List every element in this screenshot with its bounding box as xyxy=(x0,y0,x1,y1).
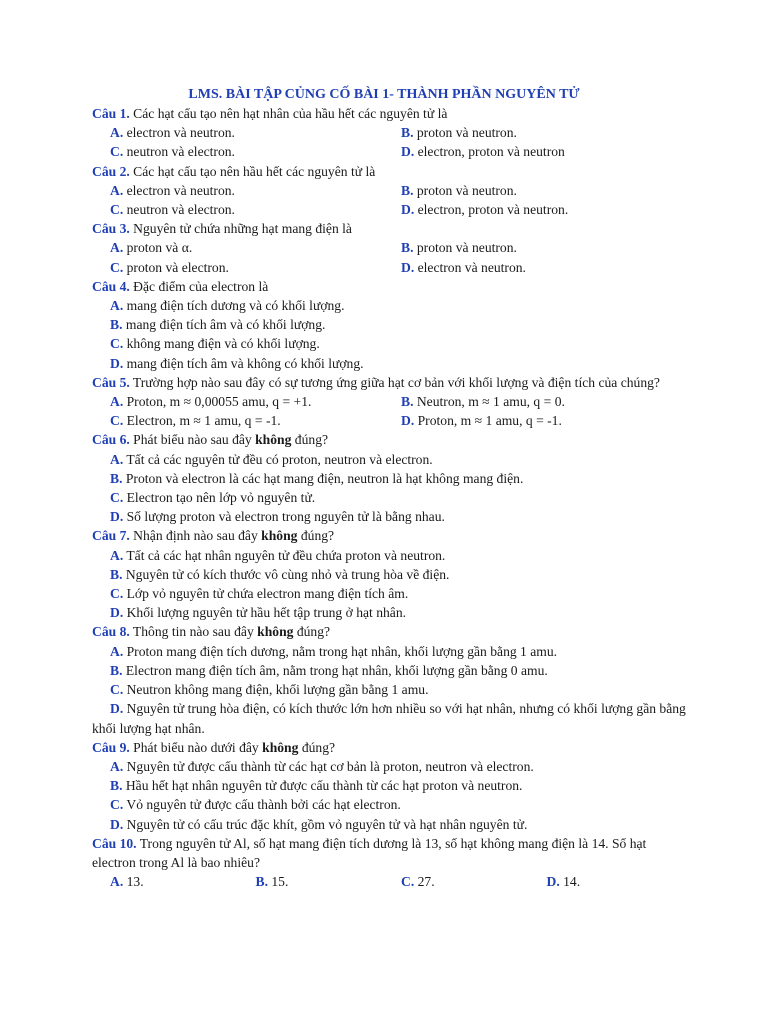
option-row xyxy=(92,123,692,142)
option-text: 14. xyxy=(559,874,581,890)
option-text: Nguyên tử có cấu trúc đặc khít, gồm vỏ nguyên tử và hạt nhân nguyên tử. xyxy=(123,816,528,832)
question-8 xyxy=(92,622,692,737)
question-stem xyxy=(92,430,692,449)
option-text: Số lượng proton và electron trong nguyên tử là bằng nhau. xyxy=(123,509,445,525)
option-letter: A. xyxy=(110,394,124,410)
option-row xyxy=(92,142,692,161)
page-title: LMS. BÀI TẬP CỦNG CỐ BÀI 1- THÀNH PHẦN NGUYÊN TỬ xyxy=(188,87,580,102)
option-letter: B. xyxy=(110,566,123,582)
option-letter: B. xyxy=(110,317,123,333)
question-label: Câu 2. xyxy=(92,163,130,179)
question-emphasis: không xyxy=(261,528,298,544)
question-text: Các hạt cấu tạo nên hầu hết các nguyên tử là xyxy=(129,163,376,179)
option-d[interactable] xyxy=(110,603,692,622)
option-letter: C. xyxy=(110,336,124,352)
question-stem xyxy=(92,622,692,641)
option-text: electron và neutron. xyxy=(123,125,235,141)
question-text: Phát biểu nào sau đây xyxy=(129,432,256,448)
question-label: Câu 6. xyxy=(92,432,130,448)
option-d[interactable] xyxy=(547,872,693,891)
option-text: mang điện tích âm và không có khối lượng. xyxy=(123,355,364,371)
question-stem xyxy=(92,104,692,123)
option-row xyxy=(92,258,692,277)
option-letter: B. xyxy=(401,182,414,198)
option-c[interactable] xyxy=(110,334,692,353)
option-text: proton và neutron. xyxy=(413,125,517,141)
question-stem xyxy=(92,834,692,872)
option-a[interactable] xyxy=(110,238,401,257)
option-c[interactable] xyxy=(110,795,692,814)
question-text: Trong nguyên tử Al, số hạt mang điện tích dương là 13, số hạt không mang điện là 14. Số hạt electron trong Al là bao nhiêu? xyxy=(92,835,647,870)
question-3 xyxy=(92,219,692,277)
question-label: Câu 10. xyxy=(92,835,137,851)
option-letter: A. xyxy=(110,182,124,198)
option-letter: A. xyxy=(110,547,124,563)
option-letter: D. xyxy=(110,355,124,371)
question-text-end: đúng? xyxy=(291,432,329,448)
option-b[interactable] xyxy=(401,238,692,257)
option-b[interactable] xyxy=(110,776,692,795)
option-text: electron, proton và neutron xyxy=(414,144,565,160)
option-b[interactable] xyxy=(110,469,692,488)
option-letter: D. xyxy=(401,413,415,429)
option-text: proton và neutron. xyxy=(413,182,517,198)
option-b[interactable] xyxy=(110,661,692,680)
question-text-end: đúng? xyxy=(298,739,336,755)
question-stem xyxy=(92,738,692,757)
option-a[interactable] xyxy=(110,757,692,776)
option-a[interactable] xyxy=(110,296,692,315)
option-b[interactable] xyxy=(401,181,692,200)
option-letter: B. xyxy=(401,240,414,256)
option-a[interactable] xyxy=(110,546,692,565)
option-b[interactable] xyxy=(110,565,692,584)
option-text: Vỏ nguyên tử được cấu thành bởi các hạt electron. xyxy=(123,797,401,813)
option-b[interactable] xyxy=(401,123,692,142)
question-stem xyxy=(92,526,692,545)
option-text: Proton, m ≈ 0,00055 amu, q = +1. xyxy=(123,394,312,410)
option-row xyxy=(92,392,692,411)
question-10 xyxy=(92,834,692,892)
option-letter: D. xyxy=(546,874,560,890)
option-letter: C. xyxy=(110,586,124,602)
option-row xyxy=(92,872,692,891)
question-6 xyxy=(92,430,692,526)
question-4 xyxy=(92,277,692,373)
option-letter: B. xyxy=(110,778,123,794)
question-label: Câu 9. xyxy=(92,739,130,755)
option-letter: C. xyxy=(110,259,124,275)
option-text: 13. xyxy=(123,874,144,890)
question-2 xyxy=(92,162,692,220)
option-b[interactable] xyxy=(256,872,402,891)
question-text: Đặc điểm của electron là xyxy=(129,278,269,294)
option-text: Khối lượng nguyên tử hầu hết tập trung ở hạt nhân. xyxy=(123,605,407,621)
option-text: Nguyên tử được cấu thành từ các hạt cơ bản là proton, neutron và electron. xyxy=(123,758,534,774)
option-row xyxy=(92,200,692,219)
option-letter: B. xyxy=(110,470,123,486)
option-text: electron và neutron. xyxy=(414,259,526,275)
question-emphasis: không xyxy=(255,432,292,448)
option-text: proton và α. xyxy=(123,240,193,256)
option-text: 27. xyxy=(414,874,435,890)
question-stem xyxy=(92,162,692,181)
option-letter: A. xyxy=(110,240,124,256)
option-letter: B. xyxy=(401,125,414,141)
option-b[interactable] xyxy=(110,315,692,334)
option-b[interactable] xyxy=(401,392,692,411)
option-text: electron và neutron. xyxy=(123,182,235,198)
option-letter: D. xyxy=(401,202,415,218)
question-9 xyxy=(92,738,692,834)
option-letter: A. xyxy=(110,643,124,659)
question-stem xyxy=(92,219,692,238)
option-text: Electron, m ≈ 1 amu, q = -1. xyxy=(123,413,281,429)
question-list xyxy=(92,104,692,891)
question-text: Nguyên tử chứa những hạt mang điện là xyxy=(129,221,352,237)
question-1 xyxy=(92,104,692,162)
option-d[interactable] xyxy=(110,507,692,526)
option-text: proton và electron. xyxy=(123,259,229,275)
option-c[interactable] xyxy=(110,142,401,161)
option-letter: C. xyxy=(110,797,124,813)
option-text: Proton mang điện tích dương, nằm trong hạt nhân, khối lượng gần bằng 1 amu. xyxy=(123,643,558,659)
question-5 xyxy=(92,373,692,431)
option-text: Electron tạo nên lớp vỏ nguyên tử. xyxy=(123,490,316,506)
option-letter: D. xyxy=(110,509,124,525)
option-text: Tất cả các nguyên tử đều có proton, neutron và electron. xyxy=(123,451,433,467)
option-text: Neutron, m ≈ 1 amu, q = 0. xyxy=(413,394,565,410)
option-letter: B. xyxy=(110,662,123,678)
option-text: electron, proton và neutron. xyxy=(414,202,569,218)
option-row xyxy=(92,411,692,430)
option-letter: D. xyxy=(110,605,124,621)
option-letter: A. xyxy=(110,125,124,141)
option-a[interactable] xyxy=(110,642,692,661)
option-letter: D. xyxy=(110,816,124,832)
option-letter: D. xyxy=(401,259,415,275)
option-text: 15. xyxy=(267,874,289,890)
option-a[interactable] xyxy=(110,392,401,411)
option-text: Electron mang điện tích âm, nằm trong hạt nhân, khối lượng gần bằng 0 amu. xyxy=(122,662,548,678)
option-letter: A. xyxy=(110,758,124,774)
option-c[interactable] xyxy=(110,258,401,277)
option-c[interactable] xyxy=(401,872,547,891)
option-d[interactable] xyxy=(110,815,692,834)
option-text: Proton và electron là các hạt mang điện, neutron là hạt không mang điện. xyxy=(122,470,524,486)
option-row xyxy=(92,238,692,257)
question-label: Câu 7. xyxy=(92,528,130,544)
option-d[interactable] xyxy=(401,258,692,277)
question-label: Câu 1. xyxy=(92,106,130,121)
question-label: Câu 3. xyxy=(92,221,130,237)
option-row xyxy=(92,181,692,200)
question-emphasis: không xyxy=(262,739,299,755)
question-text: Các hạt cấu tạo nên hạt nhân của hầu hết các nguyên tử là xyxy=(129,106,448,121)
option-letter: D. xyxy=(401,144,415,160)
option-a[interactable] xyxy=(110,181,401,200)
question-label: Câu 4. xyxy=(92,278,130,294)
question-text: Trường hợp nào sau đây có sự tương ứng giữa hạt cơ bản với khối lượng và điện tích của chúng? xyxy=(129,374,660,390)
question-label: Câu 5. xyxy=(92,374,130,390)
option-c[interactable] xyxy=(110,200,401,219)
option-letter: C. xyxy=(110,144,124,160)
option-a[interactable] xyxy=(110,450,692,469)
option-d[interactable] xyxy=(110,354,692,373)
option-text: Tất cả các hạt nhân nguyên tử đều chứa proton và neutron. xyxy=(123,547,446,563)
question-text-end: đúng? xyxy=(297,528,335,544)
option-letter: C. xyxy=(110,413,124,429)
option-letter: A. xyxy=(110,451,124,467)
option-letter: B. xyxy=(255,874,268,890)
option-text: proton và neutron. xyxy=(413,240,517,256)
option-c[interactable] xyxy=(110,488,692,507)
question-label: Câu 8. xyxy=(92,624,130,640)
option-letter: C. xyxy=(110,682,124,698)
question-emphasis: không xyxy=(257,624,294,640)
question-7 xyxy=(92,526,692,622)
option-text: Nguyên tử có kích thước vô cùng nhỏ và trung hòa về điện. xyxy=(122,566,450,582)
option-a[interactable] xyxy=(110,872,256,891)
option-c[interactable] xyxy=(110,411,401,430)
question-stem xyxy=(92,277,692,296)
option-d[interactable] xyxy=(401,142,692,161)
option-text: neutron và electron. xyxy=(123,144,235,160)
option-d[interactable] xyxy=(401,411,692,430)
question-text: Thông tin nào sau đây xyxy=(129,624,258,640)
option-letter: B. xyxy=(401,394,414,410)
option-letter: A. xyxy=(110,874,124,890)
option-c[interactable] xyxy=(110,584,692,603)
option-text: Hầu hết hạt nhân nguyên tử được cấu thành từ các hạt proton và neutron. xyxy=(122,778,523,794)
question-text: Phát biểu nào dưới đây xyxy=(129,739,263,755)
option-text: Nguyên tử trung hòa điện, có kích thước lớn hơn nhiều so với hạt nhân, nhưng có khối lượng gần bằng khối lượng hạt nhân. xyxy=(92,701,686,736)
question-stem xyxy=(92,373,692,392)
question-text: Nhận định nào sau đây xyxy=(129,528,262,544)
option-text: Proton, m ≈ 1 amu, q = -1. xyxy=(414,413,562,429)
option-text: Neutron không mang điện, khối lượng gần bằng 1 amu. xyxy=(123,682,429,698)
option-letter: D. xyxy=(110,701,124,717)
option-letter: C. xyxy=(110,490,124,506)
option-letter: A. xyxy=(110,298,124,314)
option-text: không mang điện và có khối lượng. xyxy=(123,336,320,352)
option-text: Lớp vỏ nguyên tử chứa electron mang điện tích âm. xyxy=(123,586,409,602)
option-a[interactable] xyxy=(110,123,401,142)
option-text: mang điện tích âm và có khối lượng. xyxy=(122,317,326,333)
option-c[interactable] xyxy=(110,680,692,699)
option-d[interactable] xyxy=(401,200,692,219)
option-text: mang điện tích dương và có khối lượng. xyxy=(123,298,345,314)
option-text: neutron và electron. xyxy=(123,202,235,218)
option-letter: C. xyxy=(401,874,415,890)
question-text-end: đúng? xyxy=(293,624,331,640)
option-d[interactable] xyxy=(92,699,692,737)
option-letter: C. xyxy=(110,202,124,218)
